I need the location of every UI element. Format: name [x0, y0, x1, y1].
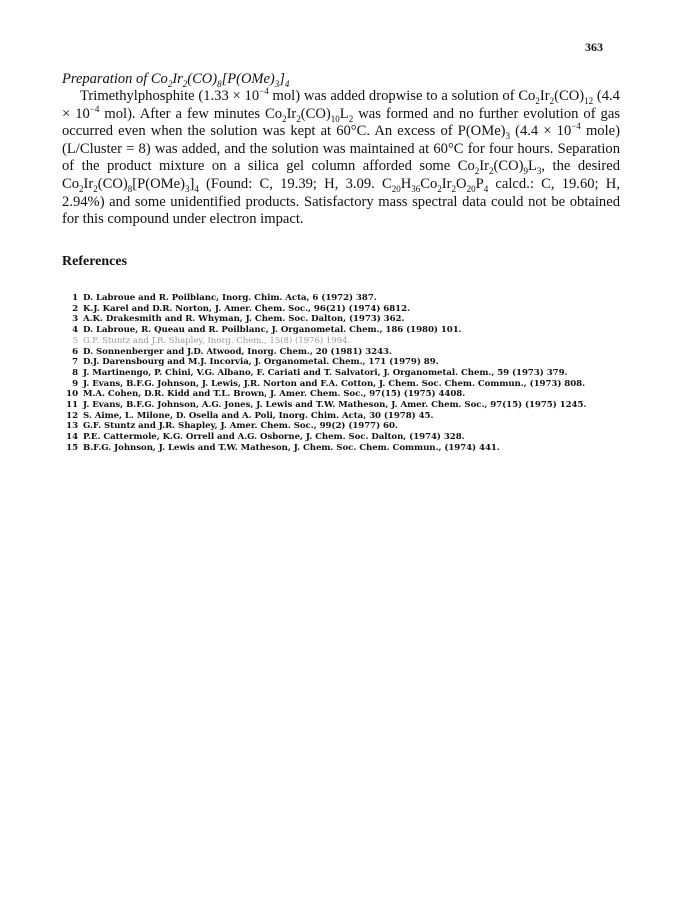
text-sub: 2	[93, 183, 98, 194]
text-sub: 9	[523, 166, 528, 177]
reference-number: 4	[72, 325, 78, 336]
reference-number: 9	[72, 378, 78, 389]
text-run: Co	[420, 175, 438, 192]
text-run: mole) (L/Cluster = 8) was added, and the solution was maintained at 60°C for four hours. Separation of the product mixture on a silica gel column afforded some Co	[62, 123, 620, 175]
reference-item	[60, 293, 630, 304]
text-run: (CO)	[554, 88, 585, 104]
reference-item	[60, 411, 630, 422]
reference-text: D. Labroue, R. Queau and R. Poilblanc, J. Organometal. Chem., 186 (1980) 101.	[83, 325, 462, 336]
text-run: P	[475, 175, 484, 192]
reference-item	[60, 432, 630, 443]
text-sub: 2	[437, 183, 442, 194]
reference-number: 7	[72, 357, 78, 368]
text-run: mol). After a few minutes Co	[99, 105, 283, 122]
text-sub: 4	[194, 183, 199, 194]
text-run: (4.4 × 10	[510, 123, 572, 140]
reference-text: P.E. Cattermole, K.G. Orrell and A.G. Osborne, J. Chem. Soc. Dalton, (1974) 328.	[83, 432, 465, 443]
text-run: H	[400, 175, 412, 192]
text-run: , the desired Co	[62, 158, 620, 192]
title-sub: 8	[217, 78, 222, 89]
reference-item	[60, 379, 630, 390]
text-run: (CO)	[97, 175, 128, 192]
text-run: L	[527, 158, 537, 175]
text-run: Trimethylphosphite (1.33 × 10	[80, 88, 260, 104]
reference-text: M.A. Cohen, D.R. Kidd and T.L. Brown, J. Amer. Chem. Soc., 97(15) (1975) 4408.	[83, 389, 466, 400]
reference-item	[60, 389, 630, 400]
text-sub: 2	[296, 113, 301, 124]
reference-item	[60, 304, 630, 315]
reference-text: G.F. Stuntz and J.R. Shapley, J. Amer. Chem. Soc., 99(2) (1977) 60.	[83, 421, 398, 432]
title-sub: 3	[274, 78, 280, 89]
text-sub: 2	[451, 183, 457, 194]
reference-item	[60, 347, 630, 358]
references-heading: References	[62, 254, 128, 269]
reference-text: D. Labroue and R. Poilblanc, Inorg. Chim. Acta, 6 (1972) 387.	[83, 293, 377, 303]
title-sub: 2	[167, 78, 173, 89]
reference-text: B.F.G. Johnson, J. Lewis and T.W. Matheson, J. Chem. Soc. Chem. Commun., (1974) 441.	[83, 442, 500, 453]
text-sub: 2	[282, 113, 287, 124]
text-sub: 2	[79, 183, 84, 194]
text-sub: 4	[483, 183, 489, 194]
text-run: [P(OMe)	[132, 175, 185, 192]
text-run: (Found: C, 19.39; H, 3.09. C	[198, 175, 392, 192]
reference-number: 3	[72, 314, 78, 325]
reference-item	[60, 443, 630, 454]
text-sub: 12	[584, 95, 594, 106]
reference-number: 15	[66, 442, 78, 453]
text-sub: 2	[474, 166, 480, 177]
reference-number: 14	[66, 432, 78, 443]
text-run: calcd.: C, 19.60; H, 2.94%) and some unidentified products. Satisfactory mass spectral data could not be obtained for this compound under electron impact.	[62, 175, 620, 228]
text-sub: 36	[411, 183, 421, 194]
text-run: was formed and no further evolution of gas occurred even when the solution was kept at 60°C. An excess of P(OMe)	[62, 105, 620, 140]
text-sub: 2	[348, 113, 354, 124]
reference-text: D.J. Darensbourg and M.J. Incorvia, J. Organometal. Chem., 171 (1979) 89.	[83, 357, 439, 368]
text-run: mol) was added dropwise to a solution of Co	[268, 88, 536, 104]
reference-item	[60, 314, 630, 325]
reference-item	[60, 325, 630, 336]
reference-text: D. Sonnenberger and J.D. Atwood, Inorg. Chem., 20 (1981) 3243.	[83, 346, 392, 357]
references-list	[60, 293, 630, 454]
text-run: ]	[189, 175, 195, 192]
title-part: ]	[279, 71, 285, 87]
reference-item	[60, 421, 630, 432]
text-run: O	[456, 175, 467, 192]
reference-number: 12	[66, 410, 78, 421]
title-part: Ir	[172, 71, 183, 87]
reference-number: 6	[72, 346, 78, 357]
title-sub: 2	[182, 78, 188, 89]
text-sup: −4	[259, 86, 269, 97]
reference-item	[60, 336, 630, 347]
text-sub: 3	[184, 183, 190, 194]
section-title	[62, 71, 289, 88]
reference-text: A.K. Drakesmith and R. Whyman, J. Chem. Soc. Dalton, (1973) 362.	[83, 314, 405, 325]
title-sub: 4	[284, 78, 290, 89]
text-run: Ir	[83, 175, 94, 192]
reference-number: 1	[72, 293, 78, 303]
text-sub: 10	[330, 113, 340, 124]
text-sub: 20	[391, 183, 401, 194]
reference-text: S. Aime, L. Milone, D. Osella and A. Poli, Inorg. Chim. Acta, 30 (1978) 45.	[83, 410, 434, 421]
text-sub: 3	[536, 166, 542, 177]
text-sub: 20	[466, 183, 476, 194]
text-run: Ir	[441, 175, 452, 192]
text-run: Ir	[286, 105, 297, 122]
reference-number: 8	[72, 367, 78, 378]
text-run: L	[339, 105, 349, 122]
text-sub: 2	[488, 166, 494, 177]
reference-number: 10	[66, 389, 78, 400]
text-sub: 8	[127, 183, 133, 194]
reference-text: G.F. Stuntz and J.R. Shapley, Inorg. Chem., 15(8) (1976) 1994.	[83, 335, 351, 346]
text-sup: −4	[571, 121, 581, 132]
reference-number: 11	[66, 400, 78, 411]
title-part: (CO)	[187, 71, 218, 87]
text-run: (CO)	[300, 105, 331, 122]
title-part: [P(OMe)	[221, 71, 275, 87]
reference-text: J. Martinengo, P. Chini, V.G. Albano, F. Cariati and T. Salvatori, J. Organometal. Chem., 59 (1973) 379.	[83, 367, 568, 378]
text-run: (4.4 × 10	[62, 88, 620, 122]
text-sub: 2	[549, 95, 555, 106]
text-run: (CO)	[493, 158, 524, 175]
reference-item	[60, 400, 630, 411]
reference-item	[60, 357, 630, 368]
text-sub: 2	[535, 95, 540, 106]
reference-text: J. Evans, B.F.G. Johnson, A.G. Jones, J. Lewis and T.W. Matheson, J. Amer. Chem. Soc., 97(15) (1975) 1245.	[83, 400, 587, 411]
reference-text: J. Evans, B.F.G. Johnson, J. Lewis, J.R. Norton and F.A. Cotton, J. Chem. Soc. Chem. Commun., (1973) 808.	[83, 378, 586, 389]
text-run: Ir	[539, 88, 550, 104]
text-sup: −4	[89, 103, 100, 114]
reference-number: 2	[72, 303, 78, 314]
title-part: Preparation of Co	[62, 71, 168, 87]
text-sub: 3	[505, 131, 511, 142]
text-run: Ir	[479, 158, 489, 175]
reference-item	[60, 368, 630, 379]
body-paragraph	[62, 88, 620, 229]
reference-text: K.J. Karel and D.R. Norton, J. Amer. Chem. Soc., 96(21) (1974) 6812.	[83, 303, 410, 314]
reference-number: 13	[66, 421, 78, 432]
reference-number: 5	[72, 335, 78, 346]
page-number: 363	[585, 40, 603, 54]
